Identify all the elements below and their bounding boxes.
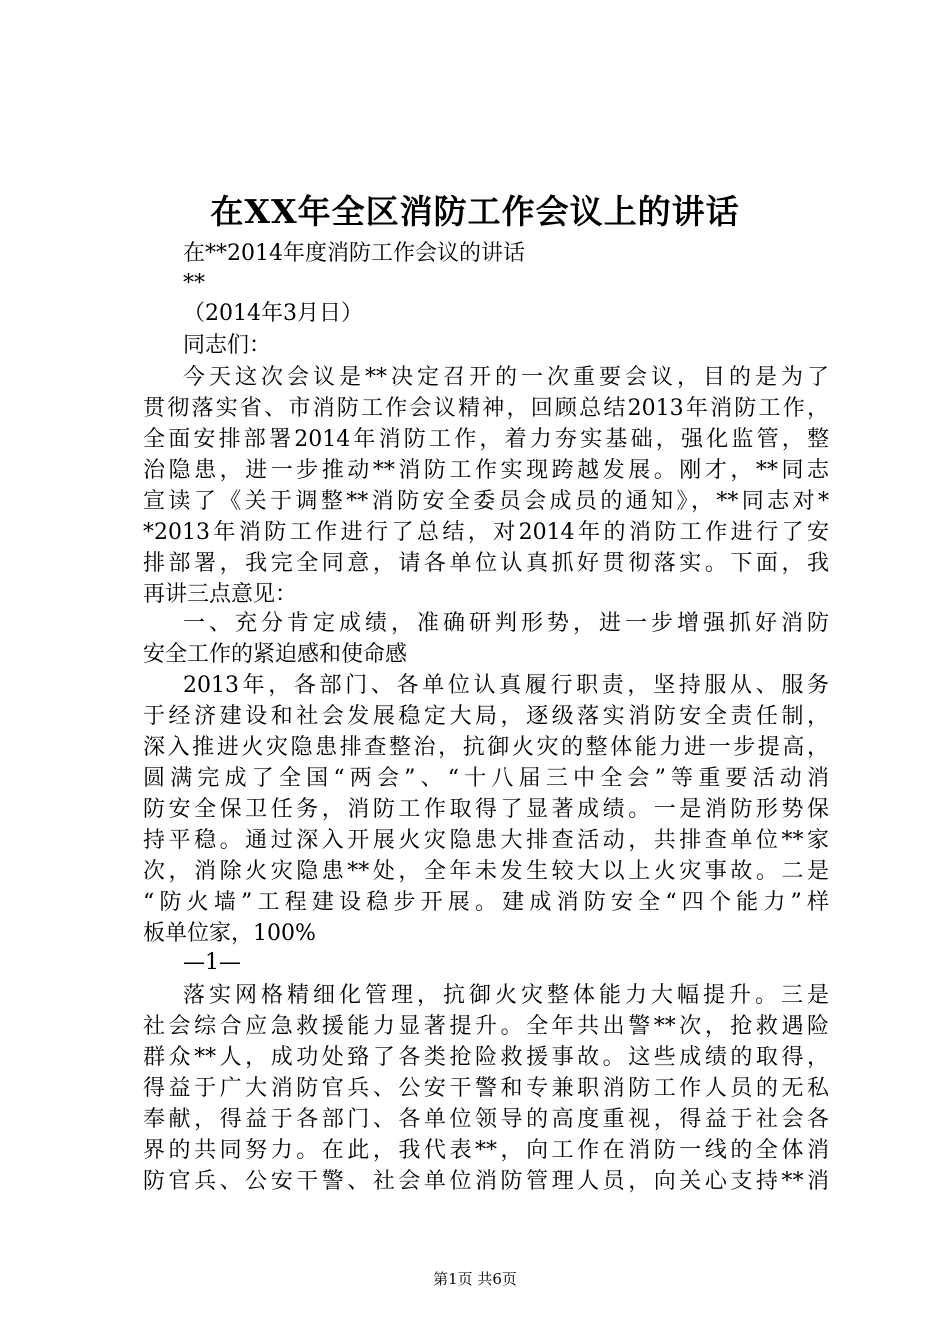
body-line: 持平稳。通过深入开展火灾隐患大排查活动，共排查单位**家 (143, 828, 829, 853)
body-line: 群众**人，成功处臵了各类抢险救援事故。这些成绩的取得， (143, 1045, 829, 1070)
body-line: 得益于广大消防官兵、公安干警和专兼职消防工作人员的无私 (143, 1076, 829, 1101)
subtitle: 在**2014年度消防工作会议的讲话 (183, 241, 525, 266)
body-line: *2013年消防工作进行了总结，对2014年的消防工作进行了安 (143, 520, 829, 545)
body-line: 排部署，我完全同意，请各单位认真抓好贯彻落实。下面，我 (143, 551, 829, 576)
greeting: 同志们： (183, 333, 272, 358)
body-line: 圆满完成了全国“两会”、“十八届三中全会”等重要活动消 (143, 766, 829, 791)
page-footer: 第1页 共6页 (433, 1270, 517, 1288)
body-line: 贯彻落实省、市消防工作会议精神，回顾总结2013年消防工作， (143, 396, 829, 421)
body-line: “防火墙”工程建设稳步开展。建成消防安全“四个能力”样 (143, 890, 829, 915)
body-line: 2013年，各部门、各单位认真履行职责，坚持服从、服务 (183, 673, 829, 698)
body-line: 宣读了《关于调整**消防安全委员会成员的通知》，**同志对* (143, 489, 829, 514)
body-line: 社会综合应急救援能力显著提升。全年共出警**次，抢救遇险 (143, 1014, 829, 1039)
body-line: 全面安排部署2014年消防工作，着力夯实基础，强化监管，整 (143, 427, 829, 452)
body-line: 板单位家，100% (143, 921, 316, 946)
page-marker: —1— (183, 950, 241, 975)
document-title: 在XX年全区消防工作会议上的讲话 (210, 192, 740, 231)
body-line: 今天这次会议是**决定召开的一次重要会议，目的是为了 (183, 365, 829, 390)
body-line: 治隐患，进一步推动**消防工作实现跨越发展。刚才，**同志 (143, 458, 829, 483)
body-line: 防官兵、公安干警、社会单位消防管理人员，向关心支持**消 (143, 1169, 829, 1194)
author: ** (183, 271, 205, 296)
body-line: 落实网格精细化管理，抗御火灾整体能力大幅提升。三是 (183, 983, 829, 1008)
body-line: 次，消除火灾隐患**处，全年未发生较大以上火灾事故。二是 (143, 859, 829, 884)
date-line: （2014年3月日） (183, 301, 363, 326)
body-line: 奉献，得益于各部门、各单位领导的高度重视，得益于社会各 (143, 1107, 829, 1132)
body-line: 于经济建设和社会发展稳定大局，逐级落实消防安全责任制， (143, 704, 829, 729)
body-line: 界的共同努力。在此，我代表**，向工作在消防一线的全体消 (143, 1138, 829, 1163)
section-heading: 一、充分肯定成绩，准确研判形势，进一步增强抓好消防 (183, 611, 829, 636)
body-line: 再讲三点意见： (143, 582, 298, 607)
section-heading: 安全工作的紧迫感和使命感 (143, 642, 408, 667)
body-line: 防安全保卫任务，消防工作取得了显著成绩。一是消防形势保 (143, 797, 829, 822)
body-line: 深入推进火灾隐患排查整治，抗御火灾的整体能力进一步提高， (143, 735, 829, 760)
